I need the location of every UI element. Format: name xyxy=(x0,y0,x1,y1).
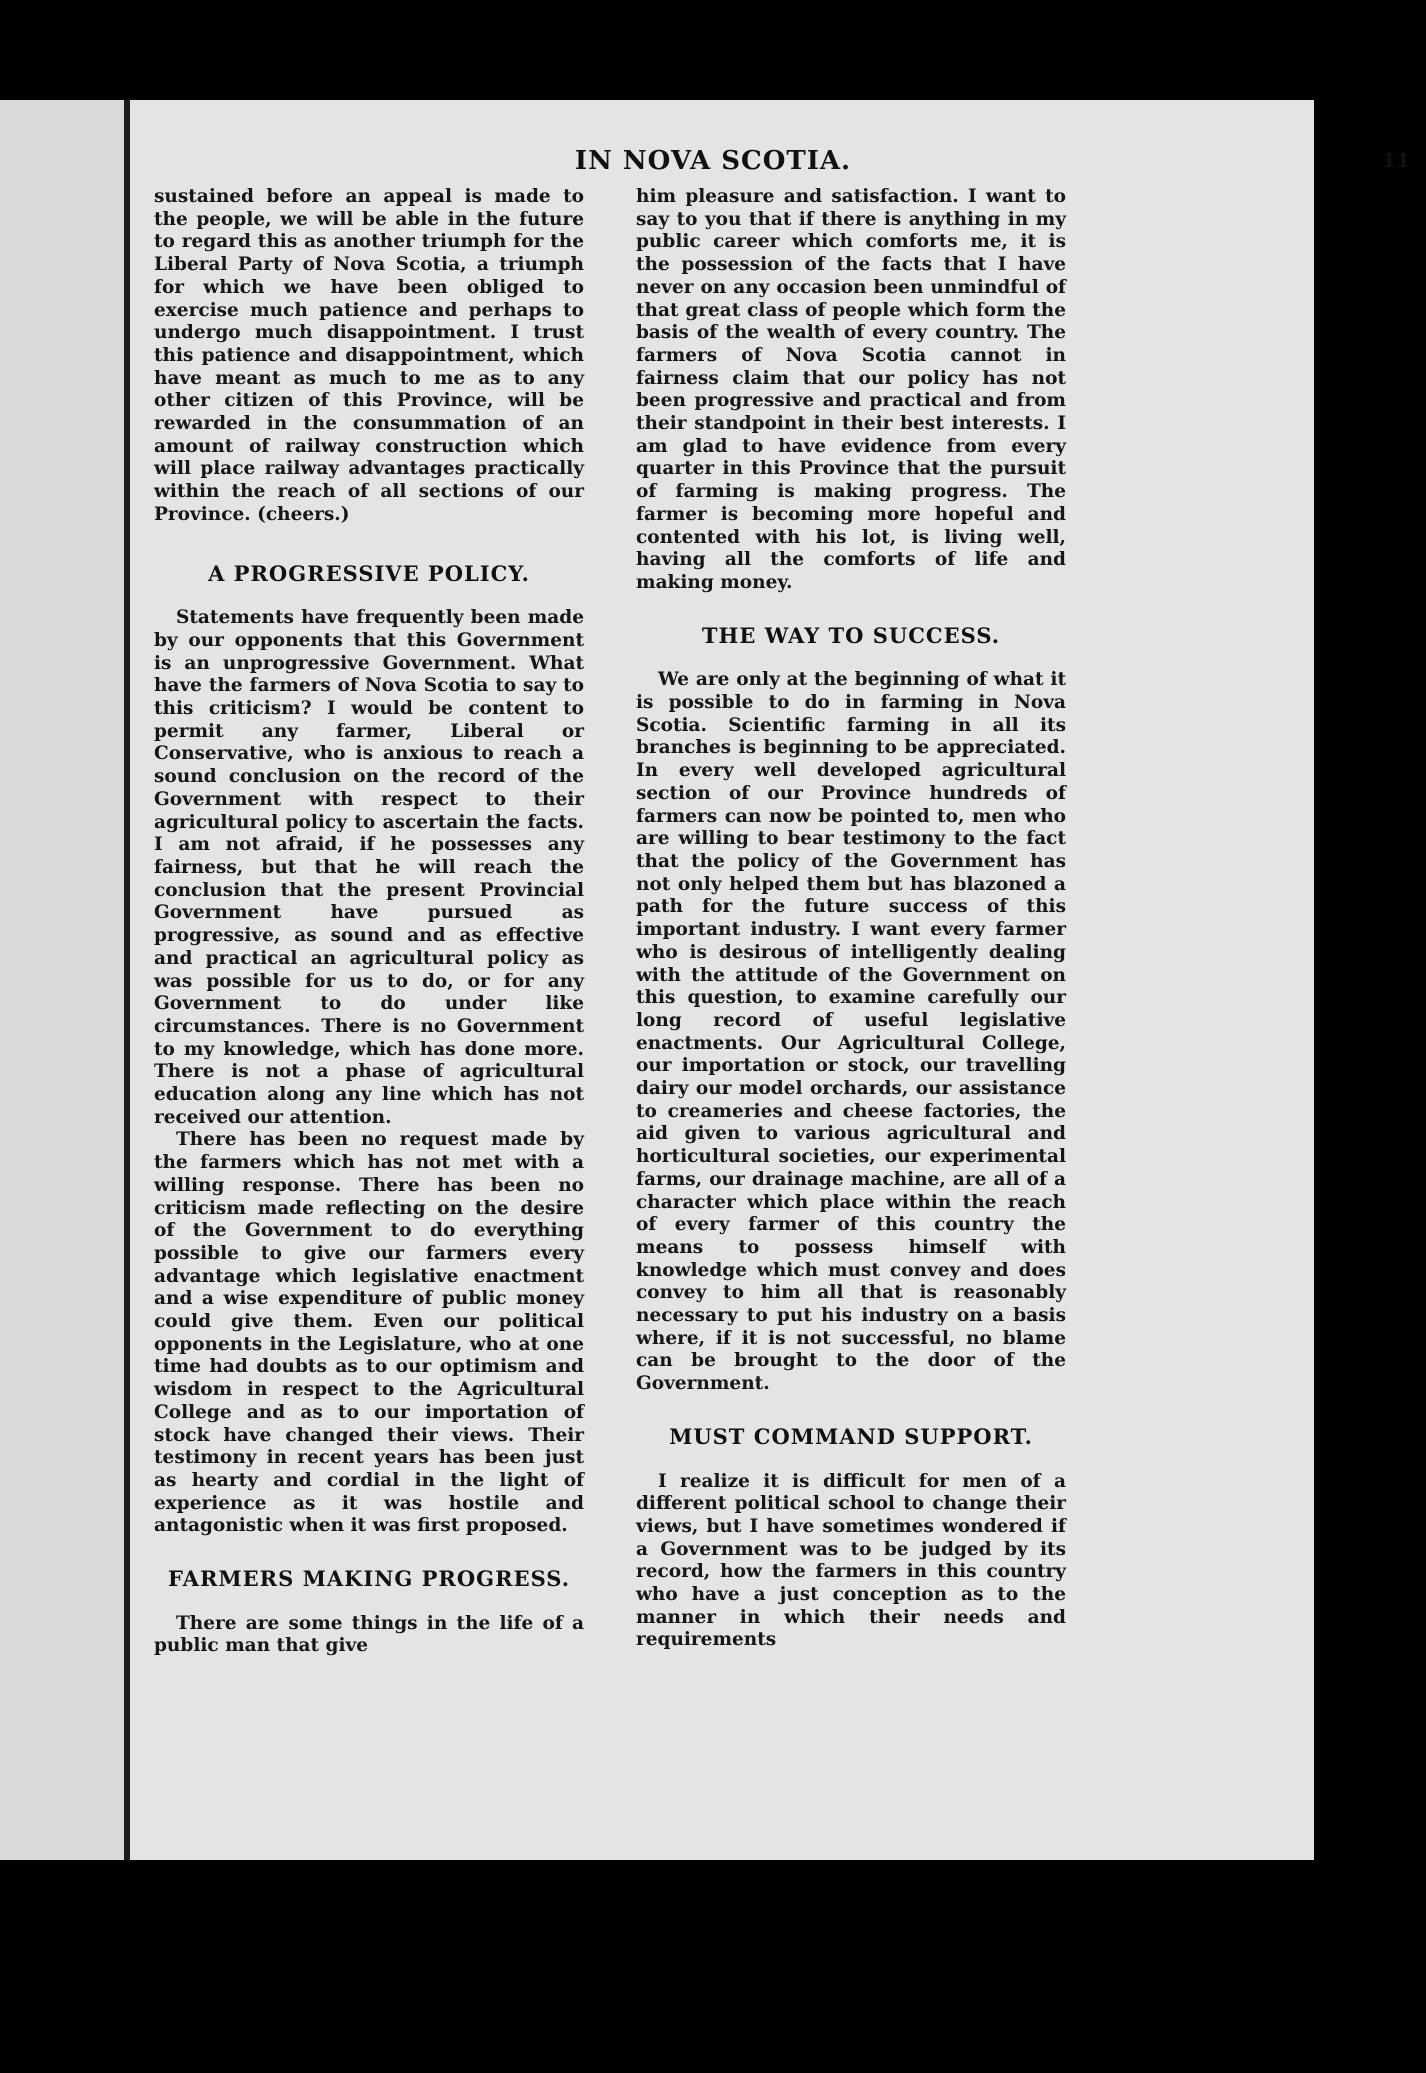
section-heading: THE WAY TO SUCCESS. xyxy=(701,622,1001,648)
paragraph: sustained before an appeal is made to the people, we will be able in the future to regard this as another triumph for the Liberal Party of Nova Scotia, a triumph for which we have been obliged to exercise much patience and perhaps to undergo much disappointment. I trust this patience and disappointment, which have meant as much to me as to any other citizen of this Province, will be rewarded in the consummation of an amount of railway construction which will place railway advantages practically within the reach of all sections of our Province. (cheers.) xyxy=(154,186,584,525)
paragraph: We are only at the beginning of what it is possible to do in farming in Nova Scotia. Scientific farming in all its branches is beginning to be appreciated. In every well developed agricultural section of our Province hundreds of farmers can now be pointed to, men who are willing to bear testimony to the fact that the policy of the Government has not only helped them but has blazoned a path for the future success of this important industry. I want every farmer who is desirous of intelligently dealing with the attitude of the Government on this question, to examine carefully our long record of useful legislative enactments. Our Agricultural College, our importation or stock, our travelling dairy our model orchards, our assistance to creameries and cheese factories, the aid given to various agricultural and horticultural societies, our experimental farms, our drainage machine, are all of a character which place within the reach of every farmer of this country the means to possess himself with knowledge which must convey and does convey to him all that is reasonably necessary to put his industry on a basis where, if it is not successful, no blame can be brought to the door of the Government. xyxy=(636,669,1066,1395)
paragraph: him pleasure and satisfaction. I want to say to you that if there is anything in my public career which comforts me, it is the possession of the facts that I have never on any occasion been unmindful of that great class of people which form the basis of the wealth of every country. The farmers of Nova Scotia cannot in fairness claim that our policy has not been progressive and practical and from their standpoint in their best interests. I am glad to have evidence from every quarter in this Province that the pursuit of farming is making progress. The farmer is becoming more hopeful and contented with his lot, is living well, having all the comforts of life and making money. xyxy=(636,186,1066,593)
paragraph: I realize it is difficult for men of a different political school to change their views, but I have sometimes wondered if a Government was to be judged by its record, how the farmers in this country who have a just conception as to the manner in which their needs and requirements xyxy=(636,1470,1066,1651)
adjacent-page-edge xyxy=(0,100,124,1860)
left-column xyxy=(154,186,584,1658)
section-heading: A PROGRESSIVE POLICY. xyxy=(208,560,530,586)
running-head: IN NOVA SCOTIA. xyxy=(574,146,852,176)
paragraph: There are some things in the life of a public man that give xyxy=(154,1612,584,1657)
paragraph: Statements have frequently been made by our opponents that this Government is an unprogressive Government. What have the farmers of Nova Scotia to say to this criticism? I would be content to permit any farmer, Liberal or Conservative, who is anxious to reach a sound conclusion on the record of the Government with respect to their agricultural policy to ascertain the facts. I am not afraid, if he possesses any fairness, but that he will reach the conclusion that the present Provincial Government have pursued as progressive, as sound and as effective and practical an agricultural policy as was possible for us to do, or for any Government to do under like circumstances. There is no Government to my knowledge, which has done more. There is not a phase of agricultural education along any line which has not received our attention. xyxy=(154,607,584,1128)
page-number: 11 xyxy=(1382,148,1410,172)
paragraph: There has been no request made by the farmers which has not met with a willing response. There has been no criticism made reflecting on the desire of the Government to do everything possible to give our farmers every advantage which legislative enactment and a wise expenditure of public money could give them. Even our political opponents in the Legislature, who at one time had doubts as to our optimism and wisdom in respect to the Agricultural College and as to our importation of stock have changed their views. Their testimony in recent years has been just as hearty and cordial in the light of experience as it was hostile and antagonistic when it was first proposed. xyxy=(154,1129,584,1537)
right-column xyxy=(636,186,1066,1652)
section-heading: FARMERS MAKING PROGRESS. xyxy=(167,1566,571,1592)
section-heading: MUST COMMAND SUPPORT. xyxy=(669,1423,1033,1449)
